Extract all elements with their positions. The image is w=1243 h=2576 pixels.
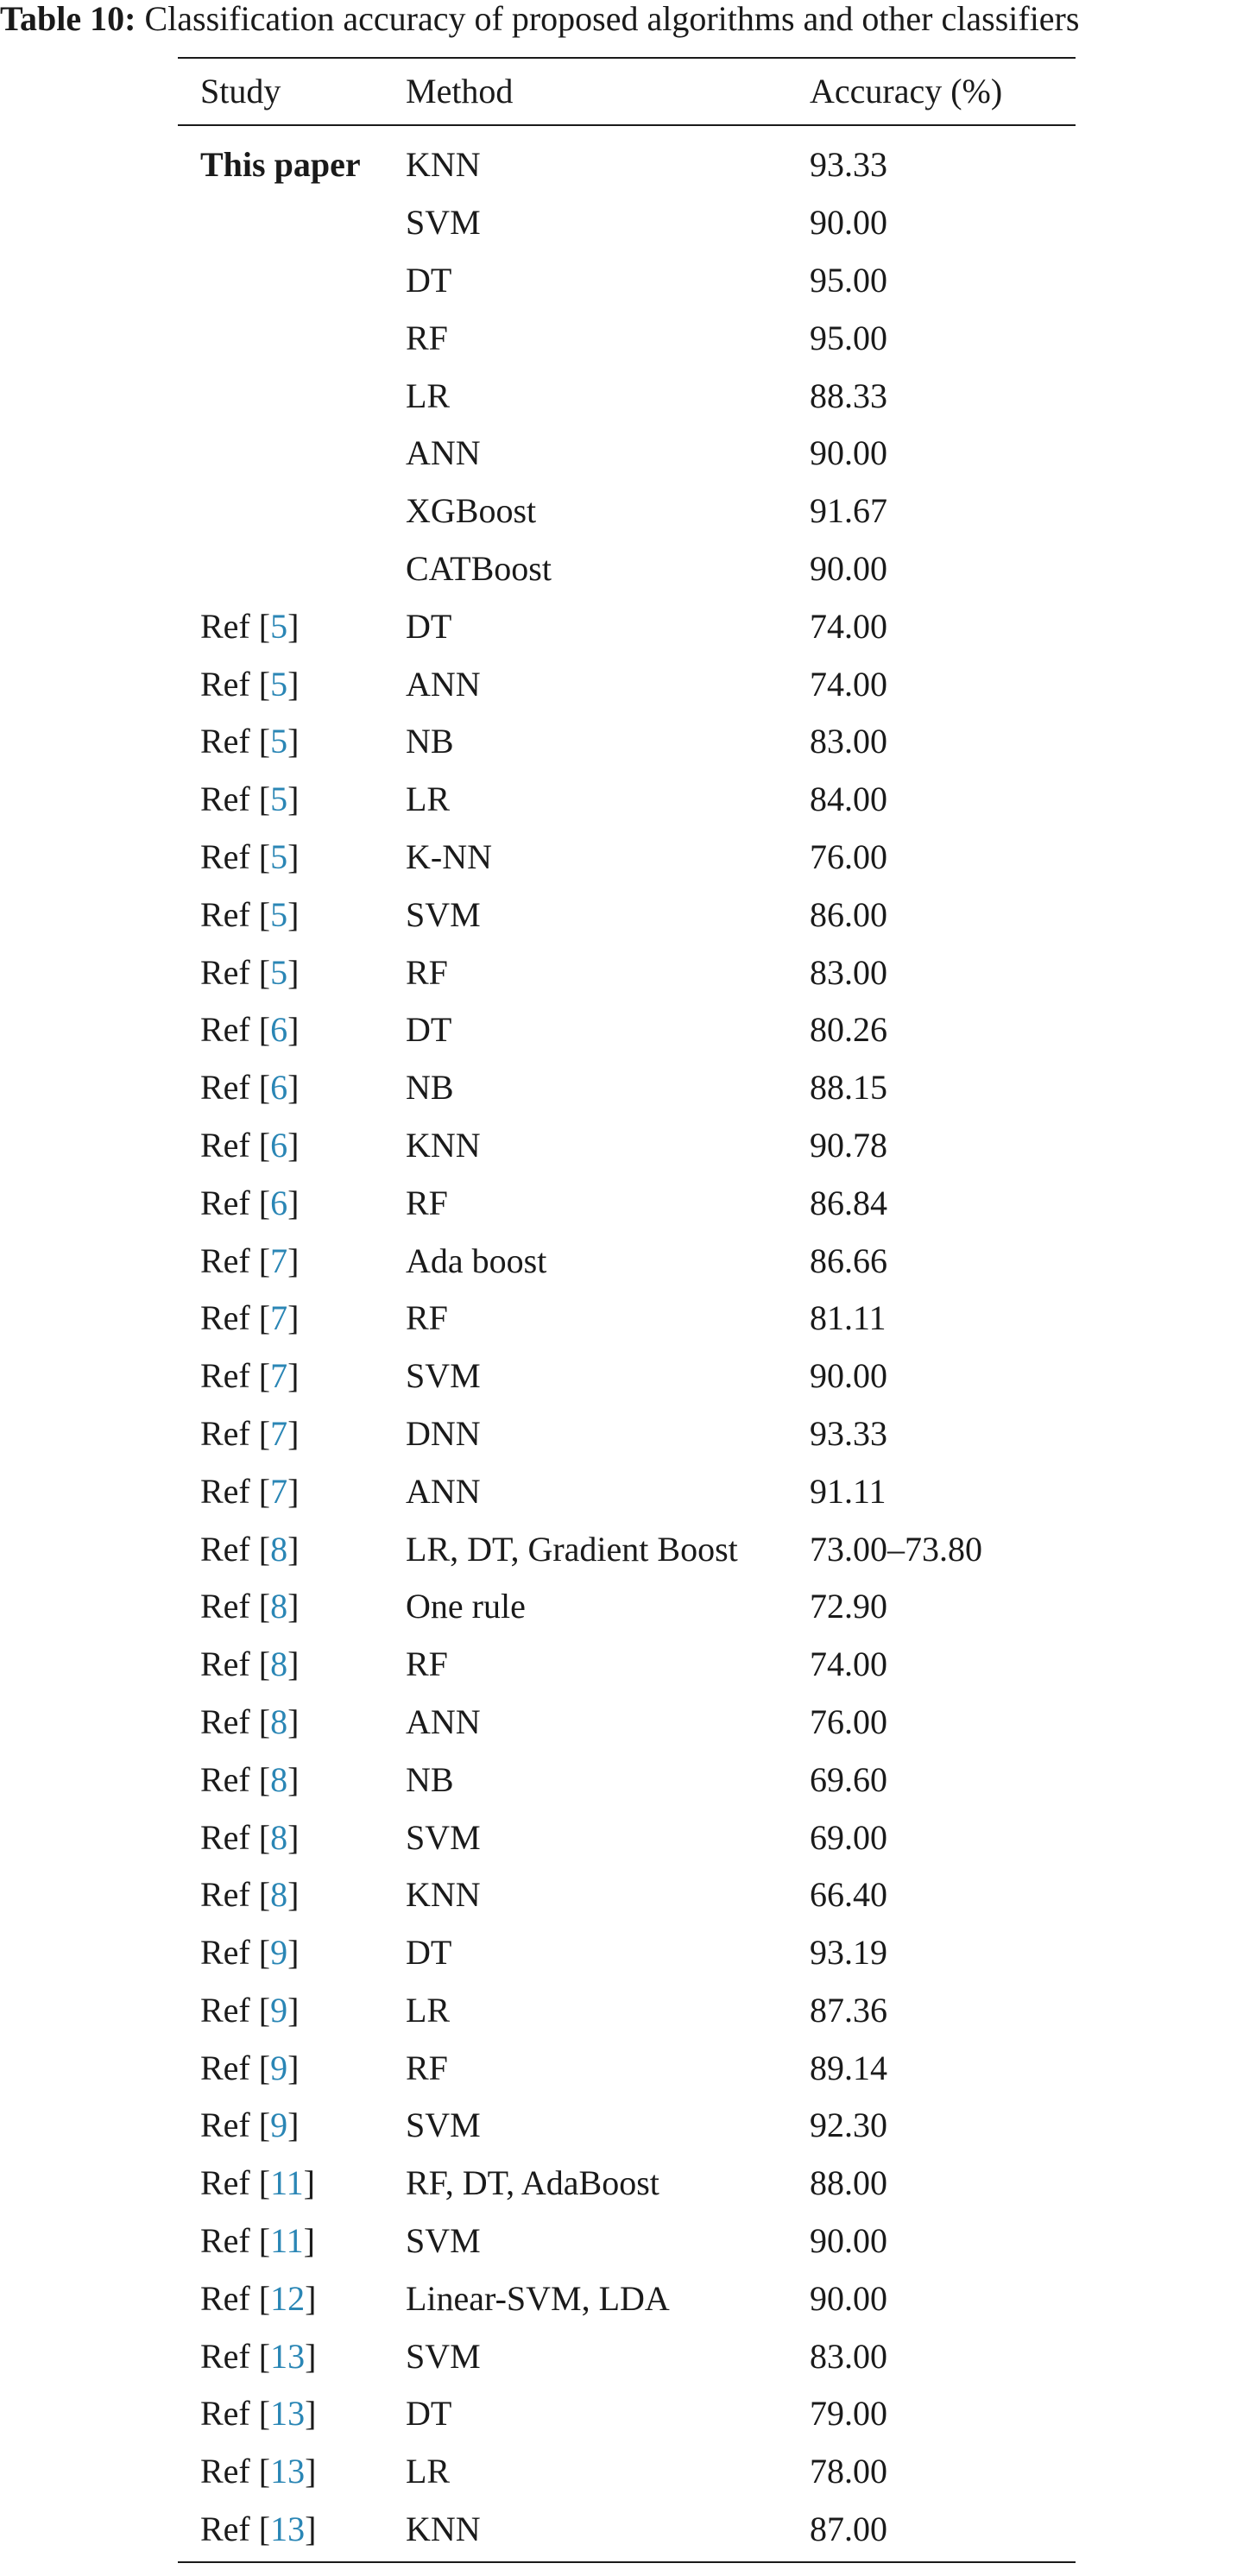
- cell-method: RF: [406, 1183, 448, 1222]
- table-row: [178, 2501, 1076, 2559]
- cell-study: Ref [9]: [200, 1990, 300, 2030]
- reference-link[interactable]: 8: [270, 1645, 288, 1684]
- table-row: [178, 1751, 1076, 1809]
- reference-link[interactable]: 9: [270, 1990, 288, 2030]
- cell-method: KNN: [406, 1875, 481, 1915]
- table-row: [178, 1290, 1076, 1348]
- cell-method: RF: [406, 1645, 448, 1684]
- table-row: [178, 2155, 1076, 2213]
- table-row: [178, 1924, 1076, 1982]
- cell-accuracy: 89.14: [810, 2048, 887, 2087]
- reference-link[interactable]: 7: [270, 1413, 288, 1453]
- table-row: [178, 2327, 1076, 2385]
- study-prefix: Ref: [200, 1298, 250, 1338]
- cell-method: ANN: [406, 664, 481, 704]
- cell-method: RF: [406, 952, 448, 992]
- cell-study: Ref [6]: [200, 1125, 300, 1165]
- cell-accuracy: 88.00: [810, 2163, 887, 2203]
- cell-study: Ref [5]: [200, 952, 300, 992]
- cell-method: SVM: [406, 203, 481, 243]
- cell-method: One rule: [406, 1587, 526, 1626]
- reference-link[interactable]: 5: [270, 606, 288, 646]
- table-row: [178, 483, 1076, 540]
- cell-study: Ref [7]: [200, 1298, 300, 1338]
- study-prefix: Ref: [200, 2394, 250, 2434]
- reference-link[interactable]: 5: [270, 780, 288, 819]
- reference-link[interactable]: 8: [270, 1875, 288, 1915]
- table-row: [178, 886, 1076, 944]
- cell-accuracy: 86.84: [810, 1183, 887, 1222]
- study-prefix: Ref: [200, 1183, 250, 1222]
- cell-method: CATBoost: [406, 548, 552, 588]
- cell-method: ANN: [406, 1471, 481, 1511]
- study-prefix: Ref: [200, 1356, 250, 1396]
- cell-method: SVM: [406, 894, 481, 934]
- table-row: [178, 1809, 1076, 1866]
- study-prefix: Ref: [200, 1933, 250, 1973]
- cell-study: Ref [5]: [200, 722, 300, 761]
- cell-method: ANN: [406, 433, 481, 473]
- table-caption: [0, 0, 1243, 41]
- reference-link[interactable]: 6: [270, 1125, 288, 1165]
- cell-method: NB: [406, 722, 454, 761]
- cell-study: Ref [6]: [200, 1010, 300, 1050]
- cell-study: Ref [8]: [200, 1817, 300, 1857]
- cell-accuracy: 84.00: [810, 780, 887, 819]
- cell-accuracy: 91.67: [810, 491, 887, 531]
- study-prefix: Ref: [200, 1471, 250, 1511]
- reference-link[interactable]: 8: [270, 1817, 288, 1857]
- cell-study: Ref [5]: [200, 664, 300, 704]
- study-prefix: Ref: [200, 780, 250, 819]
- header-study: Study: [200, 72, 281, 110]
- cell-study: Ref [7]: [200, 1356, 300, 1396]
- cell-accuracy: 91.11: [810, 1471, 887, 1511]
- reference-link[interactable]: 11: [270, 2163, 304, 2203]
- reference-link[interactable]: 13: [270, 2336, 306, 2376]
- reference-link[interactable]: 9: [270, 2106, 288, 2145]
- cell-method: KNN: [406, 145, 481, 185]
- reference-link[interactable]: 8: [270, 1702, 288, 1741]
- reference-link[interactable]: 7: [270, 1356, 288, 1396]
- cell-accuracy: 73.00–73.80: [810, 1529, 982, 1569]
- cell-study: Ref [5]: [200, 780, 300, 819]
- table-row: [178, 1694, 1076, 1752]
- cell-accuracy: 88.15: [810, 1068, 887, 1108]
- table-row: [178, 2097, 1076, 2155]
- reference-link[interactable]: 6: [270, 1183, 288, 1222]
- table-row: [178, 252, 1076, 310]
- cell-method: XGBoost: [406, 491, 537, 531]
- study-prefix: Ref: [200, 1990, 250, 2030]
- cell-accuracy: 83.00: [810, 2336, 887, 2376]
- table-row: [178, 1866, 1076, 1924]
- cell-method: SVM: [406, 2336, 481, 2376]
- cell-accuracy: 80.26: [810, 1010, 887, 1050]
- table-row: [178, 597, 1076, 655]
- cell-method: KNN: [406, 1125, 481, 1165]
- study-prefix: Ref: [200, 2278, 250, 2318]
- reference-link[interactable]: 6: [270, 1010, 288, 1050]
- reference-link[interactable]: 5: [270, 894, 288, 934]
- study-prefix: Ref: [200, 2510, 250, 2549]
- cell-accuracy: 69.00: [810, 1817, 887, 1857]
- reference-link[interactable]: 8: [270, 1529, 288, 1569]
- cell-study: This paper: [200, 145, 361, 185]
- cell-accuracy: 74.00: [810, 664, 887, 704]
- cell-method: DT: [406, 2394, 452, 2434]
- cell-study: Ref [5]: [200, 606, 300, 646]
- header-method: Method: [406, 72, 514, 110]
- table-row: [178, 2270, 1076, 2327]
- cell-method: SVM: [406, 2221, 481, 2261]
- cell-method: LR: [406, 780, 451, 819]
- header-accuracy: Accuracy (%): [810, 72, 1003, 110]
- study-prefix: Ref: [200, 2452, 250, 2491]
- cell-method: DT: [406, 1933, 452, 1973]
- cell-accuracy: 72.90: [810, 1587, 887, 1626]
- reference-link[interactable]: 13: [270, 2510, 306, 2549]
- table-row: [178, 1520, 1076, 1578]
- study-prefix: Ref: [200, 1702, 250, 1741]
- table-row: [178, 367, 1076, 425]
- cell-study: Ref [8]: [200, 1875, 300, 1915]
- cell-accuracy: 90.00: [810, 2278, 887, 2318]
- cell-study: Ref [7]: [200, 1241, 300, 1280]
- cell-study: Ref [8]: [200, 1587, 300, 1626]
- study-prefix: Ref: [200, 722, 250, 761]
- cell-accuracy: 74.00: [810, 606, 887, 646]
- cell-method: SVM: [406, 2106, 481, 2145]
- table-row: [178, 1059, 1076, 1117]
- cell-study: Ref [7]: [200, 1413, 300, 1453]
- table-row: [178, 2213, 1076, 2270]
- cell-method: LR: [406, 1990, 451, 2030]
- study-prefix: Ref: [200, 2163, 250, 2203]
- reference-link[interactable]: 6: [270, 1068, 288, 1108]
- reference-link[interactable]: 5: [270, 722, 288, 761]
- cell-accuracy: 90.00: [810, 2221, 887, 2261]
- cell-method: DT: [406, 606, 452, 646]
- table-row: [178, 1348, 1076, 1405]
- reference-link[interactable]: 7: [270, 1298, 288, 1338]
- table-row: [178, 2385, 1076, 2443]
- cell-accuracy: 81.11: [810, 1298, 887, 1338]
- cell-method: RF: [406, 1298, 448, 1338]
- table-row: [178, 1001, 1076, 1059]
- study-prefix: Ref: [200, 2048, 250, 2087]
- reference-link[interactable]: 5: [270, 952, 288, 992]
- study-prefix: Ref: [200, 1817, 250, 1857]
- reference-link[interactable]: 8: [270, 1759, 288, 1799]
- cell-accuracy: 79.00: [810, 2394, 887, 2434]
- reference-link[interactable]: 9: [270, 2048, 288, 2087]
- table-row: [178, 1405, 1076, 1463]
- reference-link[interactable]: 7: [270, 1471, 288, 1511]
- cell-accuracy: 78.00: [810, 2452, 887, 2491]
- cell-study: Ref [7]: [200, 1471, 300, 1511]
- reference-link[interactable]: 5: [270, 664, 288, 704]
- cell-method: RF: [406, 318, 448, 357]
- cell-study: Ref [5]: [200, 837, 300, 876]
- table-row: [178, 1982, 1076, 2040]
- cell-study: Ref [5]: [200, 894, 300, 934]
- study-prefix: Ref: [200, 2221, 250, 2261]
- study-prefix: Ref: [200, 837, 250, 876]
- table-row: [178, 829, 1076, 887]
- reference-link[interactable]: 9: [270, 1933, 288, 1973]
- cell-accuracy: 88.33: [810, 376, 887, 415]
- cell-accuracy: 66.40: [810, 1875, 887, 1915]
- cell-accuracy: 93.19: [810, 1933, 887, 1973]
- study-prefix: Ref: [200, 2106, 250, 2145]
- cell-accuracy: 90.78: [810, 1125, 887, 1165]
- cell-study: Ref [6]: [200, 1068, 300, 1108]
- cell-study: Ref [8]: [200, 1645, 300, 1684]
- cell-study: Ref [12]: [200, 2278, 317, 2318]
- reference-link[interactable]: 7: [270, 1241, 288, 1280]
- cell-study: Ref [11]: [200, 2163, 315, 2203]
- table-row: [178, 309, 1076, 367]
- cell-accuracy: 83.00: [810, 722, 887, 761]
- study-prefix: Ref: [200, 1587, 250, 1626]
- cell-method: RF: [406, 2048, 448, 2087]
- table-row: [178, 1232, 1076, 1290]
- cell-accuracy: 87.00: [810, 2510, 887, 2549]
- cell-method: DT: [406, 260, 452, 300]
- cell-accuracy: 86.66: [810, 1241, 887, 1280]
- reference-link[interactable]: 5: [270, 837, 288, 876]
- study-prefix: Ref: [200, 606, 250, 646]
- study-prefix: Ref: [200, 1241, 250, 1280]
- cell-study: Ref [11]: [200, 2221, 315, 2261]
- table-row: [178, 1578, 1076, 1636]
- cell-method: K-NN: [406, 837, 492, 876]
- cell-accuracy: 74.00: [810, 1645, 887, 1684]
- cell-accuracy: 95.00: [810, 260, 887, 300]
- table-row: [178, 2039, 1076, 2097]
- cell-accuracy: 86.00: [810, 894, 887, 934]
- cell-method: RF, DT, AdaBoost: [406, 2163, 659, 2203]
- cell-method: NB: [406, 1759, 454, 1799]
- cell-accuracy: 90.00: [810, 548, 887, 588]
- cell-study: Ref [9]: [200, 2048, 300, 2087]
- table-row: [178, 540, 1076, 598]
- cell-accuracy: 93.33: [810, 145, 887, 185]
- cell-accuracy: 90.00: [810, 203, 887, 243]
- cell-study: Ref [9]: [200, 2106, 300, 2145]
- study-prefix: Ref: [200, 1010, 250, 1050]
- table-row: [178, 136, 1076, 194]
- cell-method: SVM: [406, 1817, 481, 1857]
- cell-study: Ref [13]: [200, 2452, 317, 2491]
- study-prefix: Ref: [200, 1529, 250, 1569]
- cell-method: DNN: [406, 1413, 481, 1453]
- cell-accuracy: 76.00: [810, 837, 887, 876]
- table-row: [178, 771, 1076, 829]
- table-row: [178, 1636, 1076, 1694]
- cell-study: Ref [8]: [200, 1702, 300, 1741]
- caption-label: Table 10:: [0, 0, 136, 38]
- cell-accuracy: 87.36: [810, 1990, 887, 2030]
- study-prefix: Ref: [200, 2336, 250, 2376]
- table-row: [178, 1462, 1076, 1520]
- study-prefix: Ref: [200, 1125, 250, 1165]
- table-body: [178, 126, 1076, 2561]
- cell-method: Ada boost: [406, 1241, 547, 1280]
- table-row: [178, 194, 1076, 252]
- cell-method: DT: [406, 1010, 452, 1050]
- table-row: [178, 1174, 1076, 1232]
- cell-accuracy: 83.00: [810, 952, 887, 992]
- cell-method: NB: [406, 1068, 454, 1108]
- table-row: [178, 655, 1076, 713]
- table-row: [178, 425, 1076, 483]
- study-prefix: Ref: [200, 1413, 250, 1453]
- table-header-row: [178, 59, 1076, 126]
- cell-accuracy: 93.33: [810, 1413, 887, 1453]
- cell-study: Ref [8]: [200, 1529, 300, 1569]
- cell-method: Linear-SVM, LDA: [406, 2278, 670, 2318]
- cell-study: Ref [9]: [200, 1933, 300, 1973]
- reference-link[interactable]: 12: [270, 2278, 306, 2318]
- cell-method: LR, DT, Gradient Boost: [406, 1529, 738, 1569]
- study-prefix: Ref: [200, 1759, 250, 1799]
- reference-link[interactable]: 8: [270, 1587, 288, 1626]
- study-prefix: Ref: [200, 664, 250, 704]
- cell-accuracy: 76.00: [810, 1702, 887, 1741]
- cell-accuracy: 95.00: [810, 318, 887, 357]
- accuracy-table: [178, 57, 1076, 2563]
- table-row: [178, 944, 1076, 1001]
- cell-accuracy: 90.00: [810, 433, 887, 473]
- study-prefix: Ref: [200, 894, 250, 934]
- table-row: [178, 2443, 1076, 2501]
- cell-accuracy: 69.60: [810, 1759, 887, 1799]
- cell-method: LR: [406, 376, 451, 415]
- cell-method: ANN: [406, 1702, 481, 1741]
- reference-link[interactable]: 13: [270, 2452, 306, 2491]
- cell-method: LR: [406, 2452, 451, 2491]
- study-prefix: Ref: [200, 1068, 250, 1108]
- cell-study: Ref [13]: [200, 2336, 317, 2376]
- table-row: [178, 713, 1076, 771]
- cell-study: Ref [13]: [200, 2510, 317, 2549]
- study-prefix: Ref: [200, 1875, 250, 1915]
- study-prefix: Ref: [200, 1645, 250, 1684]
- cell-method: SVM: [406, 1356, 481, 1396]
- cell-accuracy: 92.30: [810, 2106, 887, 2145]
- reference-link[interactable]: 11: [270, 2221, 304, 2261]
- reference-link[interactable]: 13: [270, 2394, 306, 2434]
- study-prefix: Ref: [200, 952, 250, 992]
- table-row: [178, 1117, 1076, 1175]
- cell-study: Ref [8]: [200, 1759, 300, 1799]
- cell-study: Ref [6]: [200, 1183, 300, 1222]
- cell-study: Ref [13]: [200, 2394, 317, 2434]
- cell-method: KNN: [406, 2510, 481, 2549]
- caption-text: Classification accuracy of proposed algorithms and other classifiers: [144, 0, 1080, 38]
- cell-accuracy: 90.00: [810, 1356, 887, 1396]
